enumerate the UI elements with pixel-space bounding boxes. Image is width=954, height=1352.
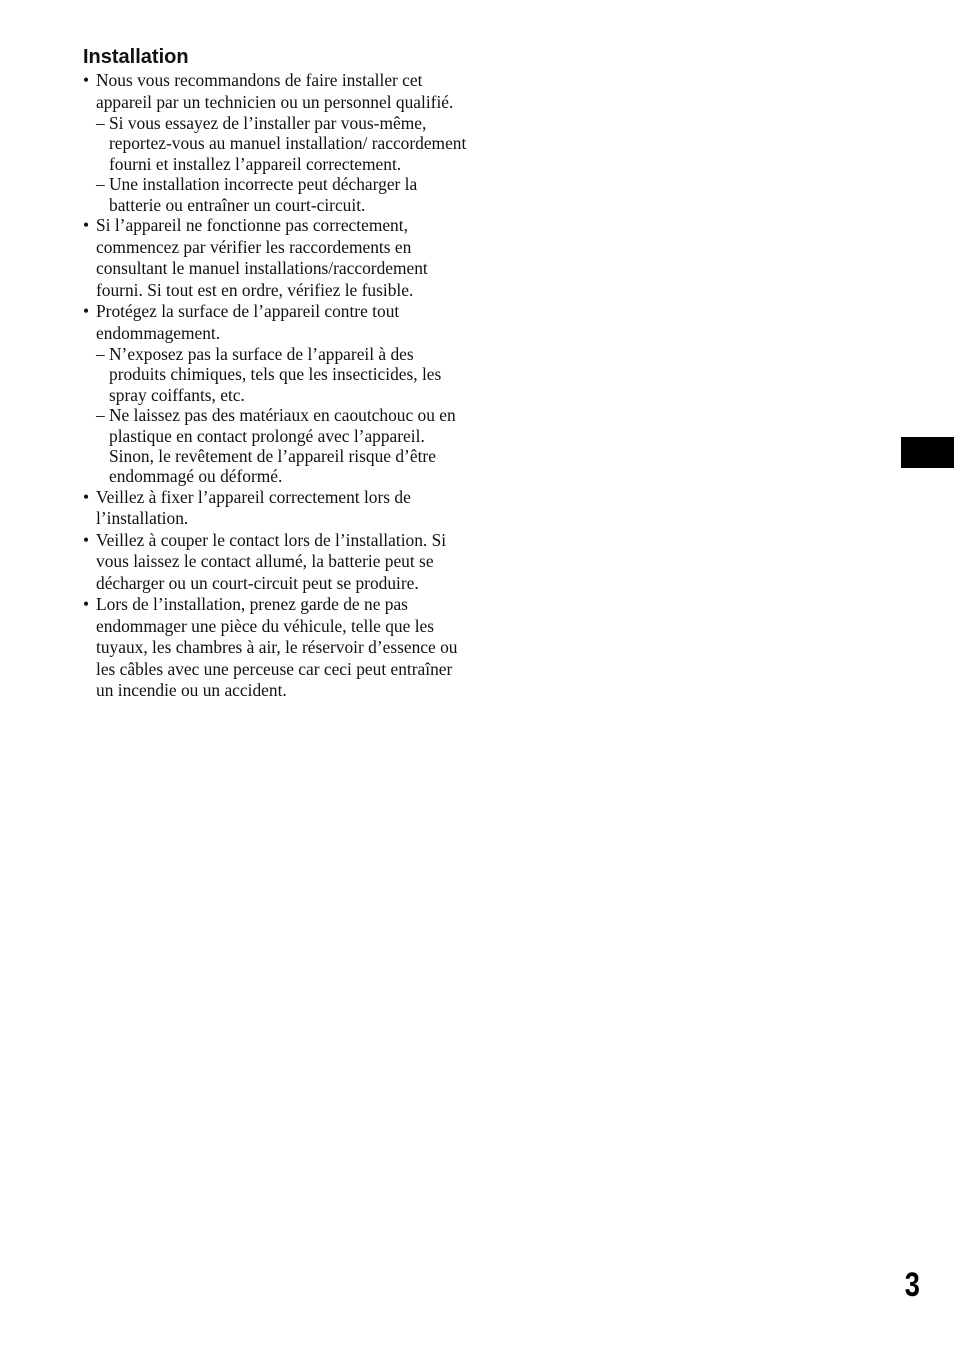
language-tab-marker [901, 437, 954, 468]
bullet-text: Nous vous recommandons de faire installer cet appareil par un technicien ou un personnel qualifié. [96, 70, 454, 112]
bullet-item [83, 215, 473, 301]
dash-marker: – [96, 174, 105, 195]
sub-list [96, 113, 473, 215]
page-number: 3 [904, 1266, 920, 1304]
installation-section [83, 45, 473, 702]
dash-item [96, 113, 473, 174]
bullet-marker: • [83, 301, 90, 322]
bullet-text: Protégez la surface de l’appareil contre tout endommagement. [96, 301, 400, 343]
dash-item [96, 344, 473, 405]
bullet-marker: • [83, 215, 90, 236]
bullet-item [83, 530, 473, 595]
bullet-marker: • [83, 529, 90, 550]
dash-marker: – [96, 344, 105, 365]
dash-marker: – [96, 405, 105, 426]
bullet-text: Veillez à couper le contact lors de l’installation. Si vous laissez le contact allumé, la batterie peut se décharger ou un court-circuit peut se produire. [96, 529, 447, 593]
dash-text: Une installation incorrecte peut décharger la batterie ou entraîner un court-circuit. [109, 174, 418, 215]
dash-text: Si vous essayez de l’installer par vous-même, reportez-vous au manuel installation/ raccordement fourni et installez l’appareil correctement. [109, 113, 467, 174]
bullet-item [83, 594, 473, 702]
precautions-list [83, 70, 473, 702]
dash-item [96, 174, 473, 215]
dash-item [96, 405, 473, 487]
bullet-text: Si l’appareil ne fonctionne pas correctement, commencez par vérifier les raccordements en consultant le manuel installations/raccordement fourni. Si tout est en ordre, vérifiez le fusible. [96, 215, 428, 300]
dash-marker: – [96, 113, 105, 133]
bullet-text: Veillez à fixer l’appareil correctement lors de l’installation. [96, 486, 411, 529]
sub-list [96, 344, 473, 487]
bullet-text: Lors de l’installation, prenez garde de ne pas endommager une pièce du véhicule, telle que les tuyaux, les chambres à air, le réservoir d’essence ou les câbles avec une perceuse car ceci peut entraîner un incendie ou un accident. [96, 594, 458, 701]
bullet-item [83, 70, 473, 215]
bullet-item [83, 301, 473, 487]
section-heading: Installation [83, 46, 189, 68]
dash-text: N’exposez pas la surface de l’appareil à des produits chimiques, tels que les insecticides, les spray coiffants, etc. [109, 344, 442, 405]
bullet-marker: • [83, 594, 90, 615]
bullet-marker: • [83, 486, 90, 507]
dash-text: Ne laissez pas des matériaux en caoutchouc ou en plastique en contact prolongé avec l’appareil. Sinon, le revêtement de l’appareil risque d’être endommagé ou déformé. [109, 405, 456, 487]
bullet-marker: • [83, 70, 90, 90]
bullet-item [83, 487, 473, 530]
